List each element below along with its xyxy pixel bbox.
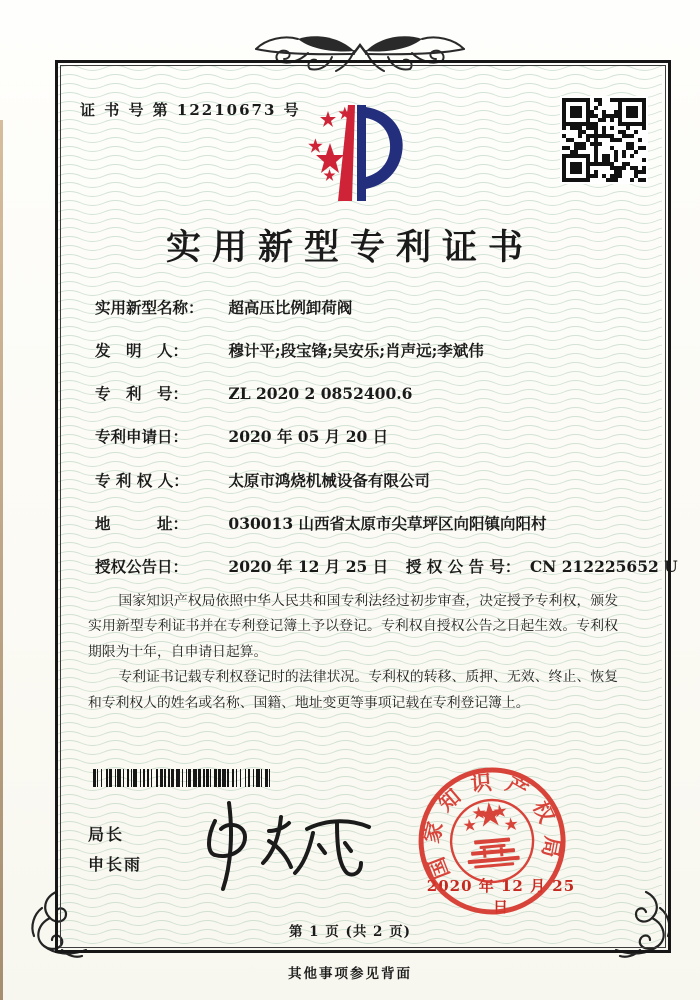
- signature: [185, 793, 375, 893]
- field-label: 实用新型名称：: [95, 298, 204, 317]
- legal-paragraph-2: 专利证书记载专利权登记时的法律状况。专利权的转移、质押、无效、终止、恢复和专利权人的姓名或名称、国籍、地址变更等事项记载在专利登记簿上。: [88, 669, 618, 711]
- certificate-title: 实用新型专利证书: [165, 227, 534, 268]
- field-value: 太原市鸿烧机械设备有限公司: [228, 471, 430, 490]
- grant-date-value: 2020 年 12 月 25 日: [228, 557, 389, 576]
- seal-text: 国家知识产权局: [418, 768, 566, 883]
- field-row-address: [95, 512, 635, 534]
- legal-text: [88, 589, 618, 716]
- field-value: 超高压比例卸荷阀: [228, 298, 353, 317]
- officer-name: 申长雨: [88, 855, 143, 874]
- seal-date: 2020 年 12 月 25 日: [426, 877, 576, 916]
- field-row-patent-no: [95, 382, 635, 404]
- page-number: 第 1 页 (共 2 页): [288, 924, 412, 940]
- field-label: 专 利 号：: [95, 384, 189, 403]
- field-value: ZL 2020 2 0852400.6: [228, 384, 413, 403]
- field-label: 专 利 权 人：: [95, 471, 189, 490]
- grant-no-label: 授 权 公 告 号：: [405, 557, 521, 576]
- officer-title: 局长: [88, 825, 125, 844]
- field-row-grant: [95, 555, 678, 577]
- field-row-patentee: [95, 469, 635, 491]
- field-value: 2020 年 05 月 20 日: [228, 427, 389, 446]
- field-value: 穆计平;段宝锋;吴安乐;肖声远;李斌伟: [228, 341, 484, 360]
- legal-paragraph-1: 国家知识产权局依照中华人民共和国专利法经过初步审查，决定授予专利权，颁发实用新型专利证书并在专利登记簿上予以登记。专利权自授权公告之日起生效。专利权期限为十年，自申请日起算。: [88, 593, 618, 660]
- official-seal: [401, 747, 583, 933]
- field-label: 专利申请日：: [95, 427, 189, 446]
- certificate-number: 证 书 号 第 12210673 号: [80, 101, 301, 119]
- barcode: [93, 769, 270, 787]
- back-note: 其他事项参见背面: [288, 966, 412, 982]
- field-row-inventors: [95, 339, 635, 361]
- grant-no-value: CN 212225652 U: [529, 557, 678, 576]
- field-row-filing-date: [95, 425, 635, 447]
- grant-date-label: 授权公告日：: [95, 557, 189, 576]
- field-row-name: [95, 296, 635, 318]
- field-label: 发 明 人：: [95, 341, 189, 360]
- field-value: 030013 山西省太原市尖草坪区向阳镇向阳村: [228, 514, 547, 533]
- qr-code: [560, 96, 648, 184]
- field-label: 地 址：: [95, 514, 189, 533]
- cnipa-logo-icon: [292, 97, 408, 207]
- national-emblem-icon: [462, 800, 522, 869]
